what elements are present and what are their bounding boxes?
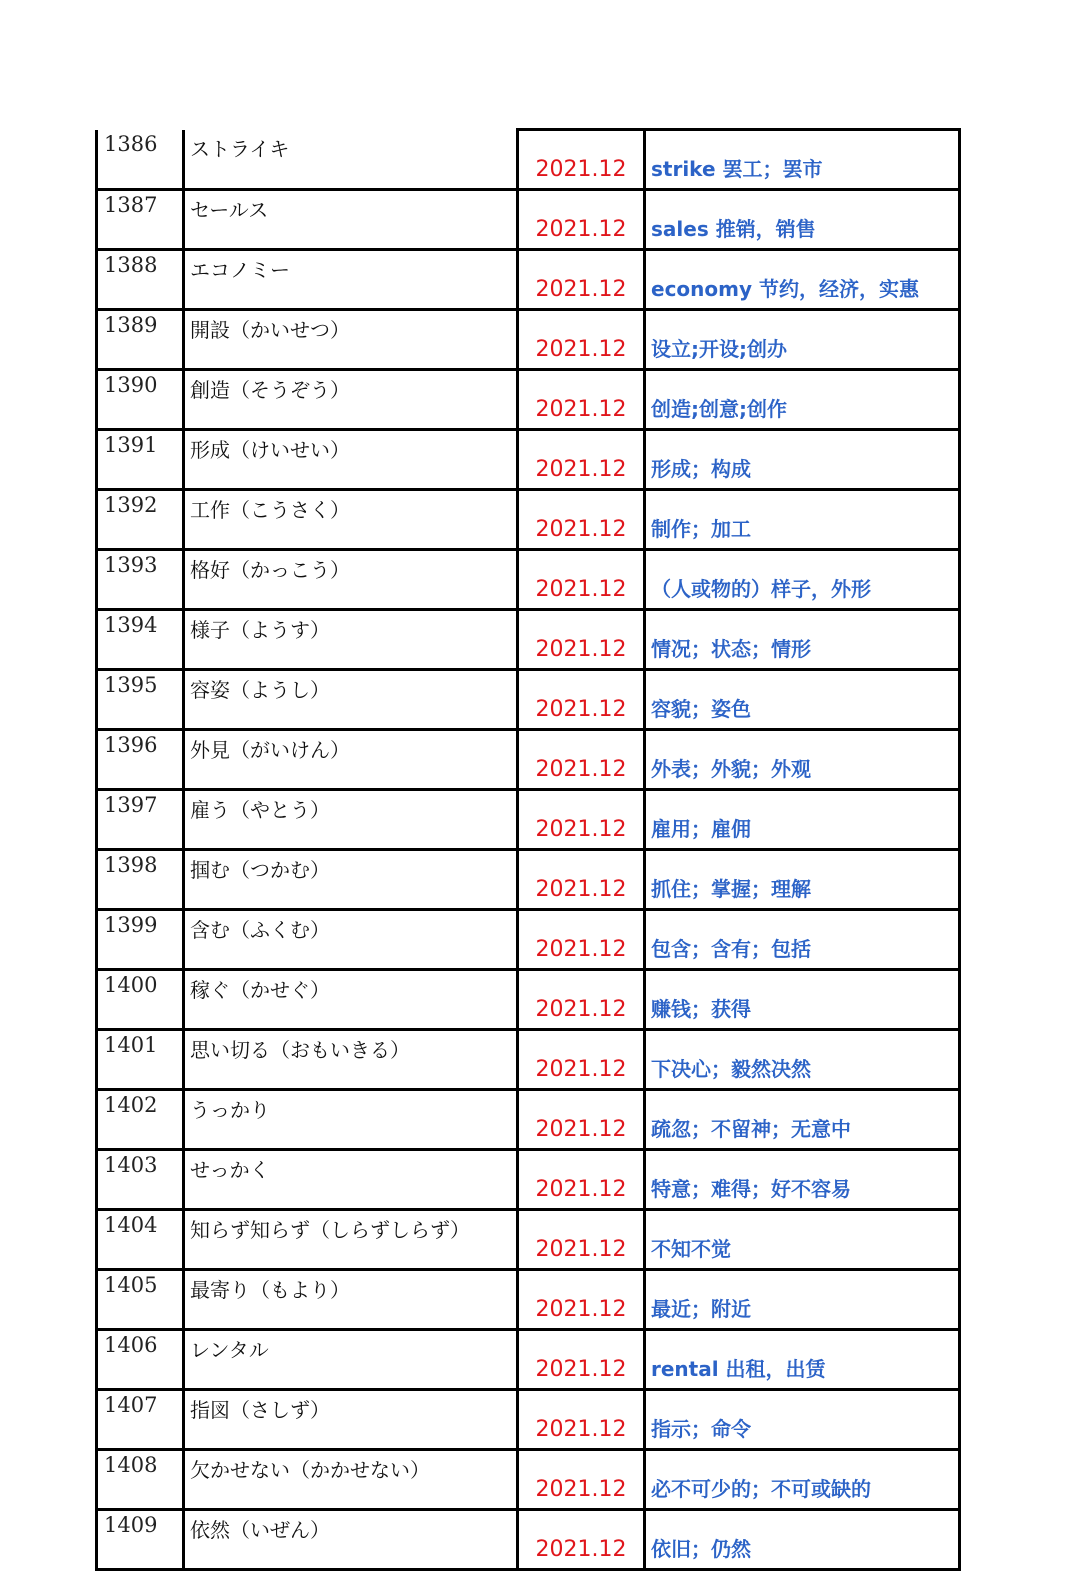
entry-number-cell: 1397	[97, 790, 184, 850]
table-row	[97, 730, 960, 790]
chinese-meaning-cell: 制作；加工	[645, 490, 960, 550]
date-cell: 2021.12	[518, 370, 645, 430]
table-row	[97, 1390, 960, 1450]
entry-number-cell: 1387	[97, 190, 184, 250]
table-row	[97, 1030, 960, 1090]
entry-number-cell: 1403	[97, 1150, 184, 1210]
table-row	[97, 190, 960, 250]
japanese-word-cell: セールス	[184, 190, 518, 250]
date-cell: 2021.12	[518, 670, 645, 730]
entry-number-cell: 1406	[97, 1330, 184, 1390]
chinese-meaning-cell: 疏忽；不留神；无意中	[645, 1090, 960, 1150]
entry-number-cell: 1395	[97, 670, 184, 730]
table-row	[97, 610, 960, 670]
table-row	[97, 850, 960, 910]
chinese-meaning-cell: 下决心；毅然决然	[645, 1030, 960, 1090]
chinese-meaning-cell: 最近；附近	[645, 1270, 960, 1330]
entry-number-cell: 1402	[97, 1090, 184, 1150]
japanese-word-cell: 含む（ふくむ）	[184, 910, 518, 970]
table-row	[97, 1450, 960, 1510]
entry-number-cell: 1400	[97, 970, 184, 1030]
japanese-word-cell: 掴む（つかむ）	[184, 850, 518, 910]
entry-number-cell: 1386	[97, 130, 184, 190]
date-cell: 2021.12	[518, 730, 645, 790]
chinese-meaning-cell: 设立;开设;创办	[645, 310, 960, 370]
date-cell: 2021.12	[518, 430, 645, 490]
table-row	[97, 310, 960, 370]
date-cell: 2021.12	[518, 1030, 645, 1090]
entry-number-cell: 1391	[97, 430, 184, 490]
japanese-word-cell: 様子（ようす）	[184, 610, 518, 670]
japanese-word-cell: うっかり	[184, 1090, 518, 1150]
date-cell: 2021.12	[518, 1270, 645, 1330]
table-row	[97, 790, 960, 850]
japanese-word-cell: 外見（がいけん）	[184, 730, 518, 790]
japanese-word-cell: 開設（かいせつ）	[184, 310, 518, 370]
japanese-word-cell: 格好（かっこう）	[184, 550, 518, 610]
japanese-word-cell: 工作（こうさく）	[184, 490, 518, 550]
table-row	[97, 910, 960, 970]
table-row	[97, 370, 960, 430]
entry-number-cell: 1392	[97, 490, 184, 550]
entry-number-cell: 1388	[97, 250, 184, 310]
vocabulary-sheet	[95, 128, 961, 1562]
chinese-meaning-cell: rental 出租，出赁	[645, 1330, 960, 1390]
date-cell: 2021.12	[518, 790, 645, 850]
chinese-meaning-cell: 雇用；雇佣	[645, 790, 960, 850]
japanese-word-cell: 創造（そうぞう）	[184, 370, 518, 430]
chinese-meaning-cell: economy 节约，经济，实惠	[645, 250, 960, 310]
chinese-meaning-cell: 指示；命令	[645, 1390, 960, 1450]
japanese-word-cell: 知らず知らず（しらずしらず）	[184, 1210, 518, 1270]
vocabulary-table	[95, 128, 961, 1571]
date-cell: 2021.12	[518, 250, 645, 310]
japanese-word-cell: 依然（いぜん）	[184, 1510, 518, 1570]
table-row	[97, 550, 960, 610]
date-cell: 2021.12	[518, 610, 645, 670]
date-cell: 2021.12	[518, 190, 645, 250]
chinese-meaning-cell: 容貌；姿色	[645, 670, 960, 730]
table-row	[97, 1090, 960, 1150]
japanese-word-cell: 欠かせない（かかせない）	[184, 1450, 518, 1510]
table-row	[97, 250, 960, 310]
chinese-meaning-cell: 必不可少的；不可或缺的	[645, 1450, 960, 1510]
entry-number-cell: 1409	[97, 1510, 184, 1570]
chinese-meaning-cell: 依旧；仍然	[645, 1510, 960, 1570]
date-cell: 2021.12	[518, 310, 645, 370]
japanese-word-cell: 形成（けいせい）	[184, 430, 518, 490]
entry-number-cell: 1398	[97, 850, 184, 910]
date-cell: 2021.12	[518, 130, 645, 190]
japanese-word-cell: 雇う（やとう）	[184, 790, 518, 850]
date-cell: 2021.12	[518, 1390, 645, 1450]
table-row	[97, 1270, 960, 1330]
entry-number-cell: 1407	[97, 1390, 184, 1450]
chinese-meaning-cell: strike 罢工；罢市	[645, 130, 960, 190]
table-row	[97, 430, 960, 490]
chinese-meaning-cell: 不知不觉	[645, 1210, 960, 1270]
entry-number-cell: 1405	[97, 1270, 184, 1330]
chinese-meaning-cell: 特意；难得；好不容易	[645, 1150, 960, 1210]
date-cell: 2021.12	[518, 1150, 645, 1210]
chinese-meaning-cell: 创造;创意;创作	[645, 370, 960, 430]
japanese-word-cell: 容姿（ようし）	[184, 670, 518, 730]
table-row	[97, 1330, 960, 1390]
date-cell: 2021.12	[518, 490, 645, 550]
table-row	[97, 490, 960, 550]
date-cell: 2021.12	[518, 1510, 645, 1570]
date-cell: 2021.12	[518, 1210, 645, 1270]
entry-number-cell: 1404	[97, 1210, 184, 1270]
date-cell: 2021.12	[518, 1330, 645, 1390]
chinese-meaning-cell: sales 推销，销售	[645, 190, 960, 250]
entry-number-cell: 1389	[97, 310, 184, 370]
japanese-word-cell: ストライキ	[184, 130, 518, 190]
chinese-meaning-cell: 情况；状态；情形	[645, 610, 960, 670]
table-row	[97, 1210, 960, 1270]
chinese-meaning-cell: 外表；外貌；外观	[645, 730, 960, 790]
entry-number-cell: 1401	[97, 1030, 184, 1090]
japanese-word-cell: レンタル	[184, 1330, 518, 1390]
chinese-meaning-cell: 包含；含有；包括	[645, 910, 960, 970]
table-row	[97, 670, 960, 730]
date-cell: 2021.12	[518, 550, 645, 610]
vocabulary-table-body	[97, 130, 960, 1570]
date-cell: 2021.12	[518, 1450, 645, 1510]
entry-number-cell: 1393	[97, 550, 184, 610]
date-cell: 2021.12	[518, 1090, 645, 1150]
chinese-meaning-cell: 抓住；掌握；理解	[645, 850, 960, 910]
entry-number-cell: 1408	[97, 1450, 184, 1510]
table-row	[97, 1510, 960, 1570]
japanese-word-cell: せっかく	[184, 1150, 518, 1210]
chinese-meaning-cell: 赚钱；获得	[645, 970, 960, 1030]
table-row	[97, 1150, 960, 1210]
japanese-word-cell: 稼ぐ（かせぐ）	[184, 970, 518, 1030]
japanese-word-cell: エコノミー	[184, 250, 518, 310]
date-cell: 2021.12	[518, 910, 645, 970]
table-row	[97, 970, 960, 1030]
table-row	[97, 130, 960, 190]
chinese-meaning-cell: 形成；构成	[645, 430, 960, 490]
entry-number-cell: 1396	[97, 730, 184, 790]
japanese-word-cell: 最寄り（もより）	[184, 1270, 518, 1330]
entry-number-cell: 1390	[97, 370, 184, 430]
japanese-word-cell: 指図（さしず）	[184, 1390, 518, 1450]
japanese-word-cell: 思い切る（おもいきる）	[184, 1030, 518, 1090]
entry-number-cell: 1394	[97, 610, 184, 670]
entry-number-cell: 1399	[97, 910, 184, 970]
date-cell: 2021.12	[518, 970, 645, 1030]
date-cell: 2021.12	[518, 850, 645, 910]
chinese-meaning-cell: （人或物的）样子，外形	[645, 550, 960, 610]
